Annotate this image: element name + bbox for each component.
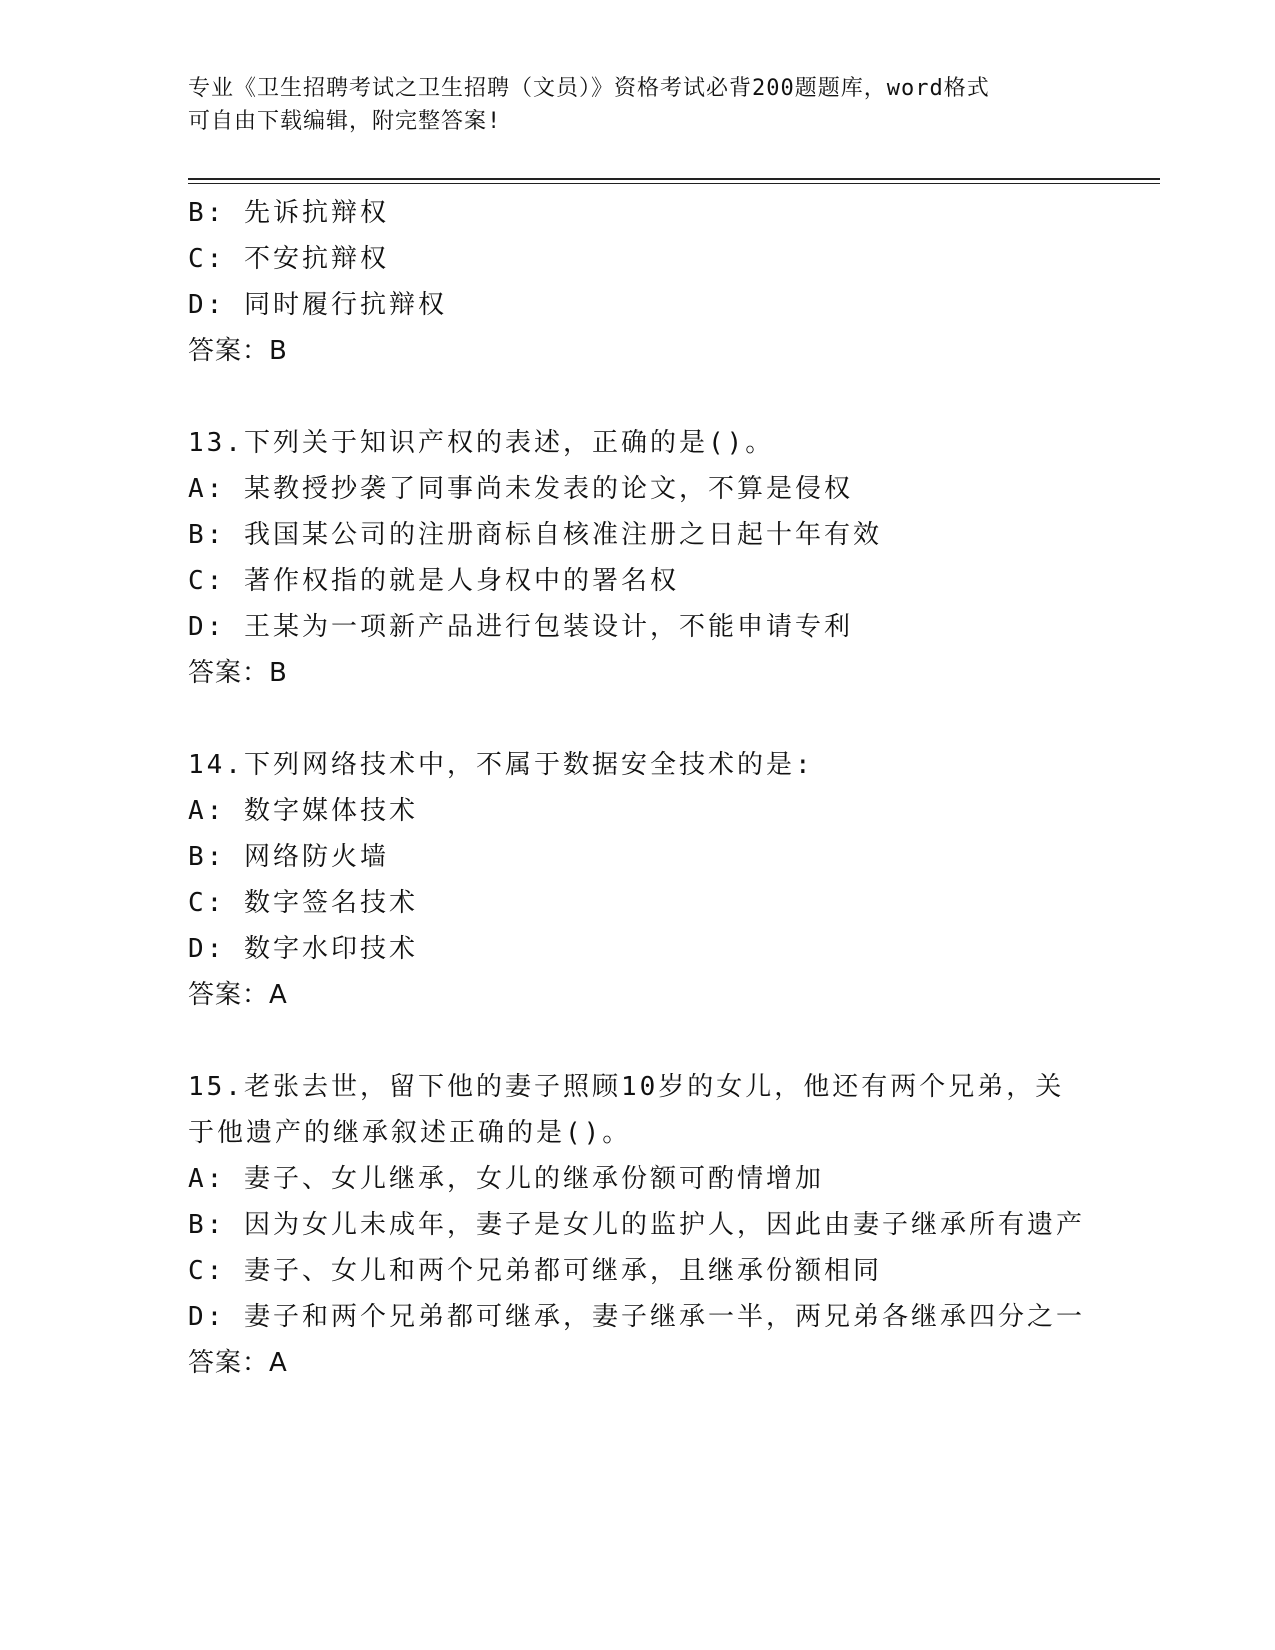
header-line-2: 可自由下载编辑，附完整答案! bbox=[188, 109, 502, 134]
answer: 答案：B bbox=[188, 658, 288, 688]
question-stem-line-1: 15.老张去世，留下他的妻子照顾10岁的女儿，他还有两个兄弟，关 bbox=[188, 1072, 1065, 1102]
question-13 bbox=[188, 420, 1148, 696]
option-c: C: 妻子、女儿和两个兄弟都可继承，且继承份额相同 bbox=[188, 1256, 882, 1286]
question-14 bbox=[188, 742, 1148, 1018]
question-stem: 13.下列关于知识产权的表述，正确的是()。 bbox=[188, 428, 775, 458]
option-d: D: 同时履行抗辩权 bbox=[188, 290, 447, 320]
header-line-1: 专业《卫生招聘考试之卫生招聘（文员）》资格考试必背200题题库，word格式 bbox=[188, 76, 990, 101]
spacer bbox=[188, 696, 1148, 742]
answer: 答案：A bbox=[188, 1348, 288, 1378]
option-c: C: 不安抗辩权 bbox=[188, 244, 389, 274]
question-12-tail bbox=[188, 190, 1148, 374]
option-d: D: 王某为一项新产品进行包装设计，不能申请专利 bbox=[188, 612, 853, 642]
option-b: B: 网络防火墙 bbox=[188, 842, 389, 872]
spacer bbox=[188, 374, 1148, 420]
option-c: C: 著作权指的就是人身权中的署名权 bbox=[188, 566, 679, 596]
option-d: D: 妻子和两个兄弟都可继承，妻子继承一半，两兄弟各继承四分之一 bbox=[188, 1302, 1085, 1332]
spacer bbox=[188, 1018, 1148, 1064]
option-d: D: 数字水印技术 bbox=[188, 934, 418, 964]
question-stem: 14.下列网络技术中，不属于数据安全技术的是: bbox=[188, 750, 814, 780]
option-b: B: 我国某公司的注册商标自核准注册之日起十年有效 bbox=[188, 520, 882, 550]
question-stem-line-2: 于他遗产的继承叙述正确的是()。 bbox=[188, 1118, 632, 1148]
option-c: C: 数字签名技术 bbox=[188, 888, 418, 918]
header-divider bbox=[188, 178, 1160, 184]
option-a: A: 妻子、女儿继承，女儿的继承份额可酌情增加 bbox=[188, 1164, 824, 1194]
question-15 bbox=[188, 1064, 1148, 1386]
option-a: A: 某教授抄袭了同事尚未发表的论文，不算是侵权 bbox=[188, 474, 853, 504]
option-b: B: 先诉抗辩权 bbox=[188, 198, 389, 228]
answer: 答案：B bbox=[188, 336, 288, 366]
question-list bbox=[188, 190, 1148, 1386]
document-header bbox=[188, 72, 1088, 138]
option-b: B: 因为女儿未成年，妻子是女儿的监护人，因此由妻子继承所有遗产 bbox=[188, 1210, 1085, 1240]
answer: 答案：A bbox=[188, 980, 288, 1010]
option-a: A: 数字媒体技术 bbox=[188, 796, 418, 826]
